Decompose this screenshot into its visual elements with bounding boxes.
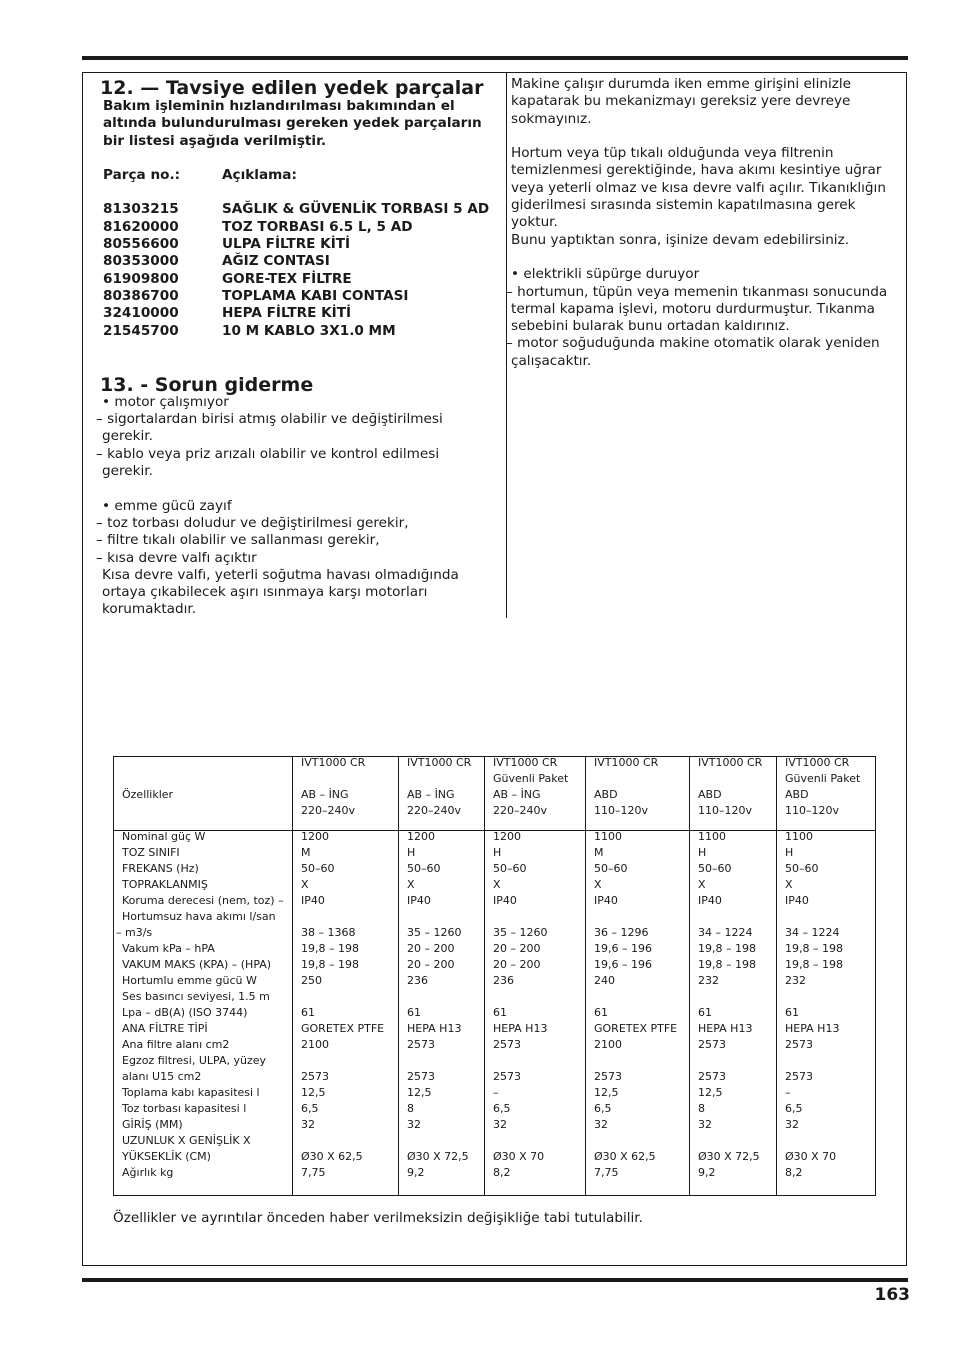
spec-label: Toz torbası kapasitesi l — [122, 1102, 247, 1115]
spec-value: M — [594, 846, 604, 859]
spec-value: X — [493, 878, 501, 891]
spec-value — [407, 1053, 469, 1069]
spec-column-values — [301, 829, 384, 1181]
spec-column-values — [698, 829, 760, 1181]
spec-label: YÜKSEKLİK (CM) — [122, 1150, 211, 1163]
header-line: IVT1000 CR — [698, 756, 763, 769]
spec-label: Nominal güç W — [122, 830, 206, 843]
spec-value: 20 – 200 — [407, 958, 455, 971]
spec-value: 32 — [594, 1118, 608, 1131]
spec-value: 35 – 1260 — [407, 926, 462, 939]
spec-value: Ø30 X 62,5 — [594, 1150, 656, 1163]
spec-value: 2573 — [493, 1070, 521, 1083]
spec-value: 20 – 200 — [407, 942, 455, 955]
spec-value: HEPA H13 — [407, 1022, 462, 1035]
spec-value — [698, 1133, 760, 1149]
spec-value — [785, 1053, 843, 1069]
spec-value: X — [698, 878, 706, 891]
header-line: AB – İNG — [301, 788, 349, 801]
parts-header — [103, 167, 500, 184]
spec-value: 250 — [301, 974, 322, 987]
spec-value: 61 — [785, 1006, 799, 1019]
header-line: 110–120v — [698, 804, 753, 817]
spec-value: 34 – 1224 — [698, 926, 753, 939]
header-line: 220–240v — [301, 804, 356, 817]
part-row — [103, 236, 500, 253]
header-line: 220–240v — [493, 804, 548, 817]
header-line — [407, 771, 471, 787]
text-line: • motor çalışmıyor — [102, 393, 229, 410]
text-line: temizlenmesi gerektiğinde, hava akımı kesintiye uğrar — [511, 162, 882, 179]
spec-value: 38 – 1368 — [301, 926, 356, 939]
spec-value: 35 – 1260 — [493, 926, 548, 939]
spec-value: 19,8 – 198 — [785, 958, 843, 971]
spec-value: 8,2 — [493, 1166, 511, 1179]
spec-value: 7,75 — [594, 1166, 619, 1179]
spec-value: – — [785, 1086, 791, 1099]
spec-value: 19,8 – 198 — [301, 958, 359, 971]
text-line: Makine çalışır durumda iken emme girişini elinizle — [511, 76, 852, 92]
spec-value — [698, 909, 760, 925]
part-no: 32410000 — [103, 305, 179, 322]
spec-value: HEPA H13 — [698, 1022, 753, 1035]
spec-label: ANA FİLTRE TİPİ — [122, 1022, 208, 1035]
header-line: AB – İNG — [407, 788, 455, 801]
column-divider — [292, 757, 293, 1195]
column-divider — [484, 757, 485, 1195]
spec-label: TOPRAKLANMIŞ — [122, 878, 208, 891]
part-desc: SAĞLIK & GÜVENLİK TORBASI 5 AD — [222, 201, 490, 218]
spec-value: X — [407, 878, 415, 891]
header-line: Güvenli Paket — [493, 772, 569, 785]
part-row — [103, 323, 500, 340]
part-desc: TOPLAMA KABI CONTASI — [222, 287, 409, 304]
spec-value: IP40 — [301, 894, 325, 907]
spec-column-values — [785, 829, 843, 1181]
spec-value — [698, 989, 760, 1005]
spec-column-header — [493, 755, 568, 819]
troubleshooting-text — [96, 394, 500, 619]
spec-value: 2573 — [785, 1070, 813, 1083]
spec-value — [301, 1053, 384, 1069]
spec-label: Hortumlu emme gücü W — [122, 974, 257, 987]
spec-value: Ø30 X 72,5 — [698, 1150, 760, 1163]
spec-value: 2573 — [785, 1038, 813, 1051]
spec-column-header — [301, 755, 365, 819]
left-column — [96, 76, 500, 619]
right-column — [506, 76, 903, 370]
spec-value — [493, 989, 547, 1005]
text-line: çalışacaktır. — [511, 352, 592, 369]
spec-value: 12,5 — [594, 1086, 619, 1099]
spec-column-header — [698, 755, 762, 819]
top-rule — [82, 56, 908, 60]
spec-value: 61 — [301, 1006, 315, 1019]
part-row — [103, 253, 500, 270]
spec-value: 240 — [594, 974, 615, 987]
spec-value: 2573 — [698, 1038, 726, 1051]
header-line: ABD — [698, 788, 722, 801]
spec-value — [493, 909, 547, 925]
spec-value: GORETEX PTFE — [594, 1022, 678, 1035]
spec-label: FREKANS (Hz) — [122, 862, 199, 875]
spec-value: IP40 — [785, 894, 809, 907]
spec-value: Ø30 X 72,5 — [407, 1150, 469, 1163]
text-line: • emme gücü zayıf — [102, 497, 232, 514]
spec-value: X — [594, 878, 602, 891]
spec-column-header — [594, 755, 658, 819]
spec-value: 50–60 — [785, 862, 819, 875]
spec-value: 6,5 — [594, 1102, 612, 1115]
spec-value: IP40 — [698, 894, 722, 907]
text-line: termal kapama işlevi, motoru durdurmuştur. Tıkanma — [511, 300, 876, 317]
spec-column-header — [407, 755, 471, 819]
part-no: 80556600 — [103, 236, 179, 253]
header-line: ABD — [785, 788, 809, 801]
spec-label: Lpa – dB(A) (ISO 3744) — [122, 1006, 248, 1019]
spec-value: 8 — [407, 1102, 414, 1115]
text-line: – sigortalardan birisi atmış olabilir ve değiştirilmesi — [96, 411, 443, 428]
spec-label: Vakum kPa – hPA — [122, 942, 215, 955]
spec-value: H — [698, 846, 707, 859]
spec-label: GİRİŞ (MM) — [122, 1118, 183, 1131]
part-row — [103, 219, 500, 236]
spec-value: 50–60 — [698, 862, 732, 875]
spec-value: IP40 — [493, 894, 517, 907]
spec-value — [594, 1133, 677, 1149]
spec-value: 2573 — [407, 1038, 435, 1051]
spec-value: 6,5 — [301, 1102, 319, 1115]
spec-value: – — [493, 1086, 499, 1099]
spec-label: Ses basıncı seviyesi, 1.5 m — [122, 990, 270, 1003]
part-no: 81303215 — [103, 201, 179, 218]
spec-value: IP40 — [594, 894, 618, 907]
text-line: sebebini bularak bunu ortadan kaldırınız. — [511, 318, 790, 335]
spec-column-values — [493, 829, 547, 1181]
spec-label: alanı U15 cm2 — [122, 1070, 202, 1083]
spec-value: 2573 — [594, 1070, 622, 1083]
spec-value: 34 – 1224 — [785, 926, 840, 939]
spec-value: 50–60 — [407, 862, 441, 875]
spec-value: 20 – 200 — [493, 942, 541, 955]
header-line: 220–240v — [407, 804, 462, 817]
spec-value — [301, 1133, 384, 1149]
spec-value: 7,75 — [301, 1166, 326, 1179]
spec-value — [407, 989, 469, 1005]
part-no: 81620000 — [103, 218, 179, 235]
parts-col-no: Parça no.: — [103, 166, 181, 183]
text-line: gerekir. — [102, 428, 153, 445]
spec-label: – m3/s — [116, 926, 153, 939]
part-desc: ULPA FİLTRE KİTİ — [222, 236, 351, 253]
section-13 — [96, 373, 500, 619]
spec-value: 232 — [698, 974, 719, 987]
spec-value: 1100 — [698, 830, 726, 843]
spec-value: 236 — [407, 974, 428, 987]
spec-value: 61 — [594, 1006, 608, 1019]
text-line: ortaya çıkabilecek aşırı ısınmaya karşı motorları — [102, 584, 428, 601]
spec-value: 50–60 — [493, 862, 527, 875]
spec-value: 32 — [493, 1118, 507, 1131]
header-line: IVT1000 CR — [407, 756, 472, 769]
spec-value: 19,6 – 196 — [594, 958, 652, 971]
spec-value — [594, 909, 677, 925]
spec-value: M — [301, 846, 311, 859]
part-desc: HEPA FİLTRE KİTİ — [222, 305, 352, 322]
spec-label: Toplama kabı kapasitesi l — [122, 1086, 260, 1099]
text-line: – kısa devre valfı açıktır — [96, 549, 257, 566]
part-no: 80353000 — [103, 253, 179, 270]
spec-value — [785, 1133, 843, 1149]
spec-label: Ana filtre alanı cm2 — [122, 1038, 230, 1051]
spec-value: 2573 — [301, 1070, 329, 1083]
spec-value: 2100 — [594, 1038, 622, 1051]
spec-value: 12,5 — [407, 1086, 432, 1099]
part-desc: TOZ TORBASI 6.5 L, 5 AD — [222, 218, 413, 235]
part-row — [103, 271, 500, 288]
header-line — [594, 771, 658, 787]
spec-value: 1100 — [785, 830, 813, 843]
spec-value: 19,6 – 196 — [594, 942, 652, 955]
column-divider — [585, 757, 586, 1195]
spec-value: IP40 — [407, 894, 431, 907]
spec-value: 50–60 — [301, 862, 335, 875]
parts-col-desc: Açıklama: — [222, 166, 297, 183]
text-line: – hortumun, tüpün veya memenin tıkanması sonucunda — [506, 283, 888, 300]
header-line: IVT1000 CR — [493, 756, 558, 769]
spec-value: HEPA H13 — [493, 1022, 548, 1035]
part-no: 21545700 — [103, 322, 179, 339]
spec-label: Egzoz filtresi, ULPA, yüzey — [122, 1054, 266, 1067]
spec-value: 50–60 — [594, 862, 628, 875]
column-divider — [689, 757, 690, 1195]
part-no: 61909800 — [103, 270, 179, 287]
spec-label: Hortumsuz hava akımı l/san — [122, 910, 276, 923]
header-line: IVT1000 CR — [594, 756, 659, 769]
column-divider — [398, 757, 399, 1195]
spec-value — [407, 1133, 469, 1149]
spec-value — [594, 989, 677, 1005]
spec-label: TOZ SINIFI — [122, 846, 180, 859]
spec-label: Ağırlık kg — [122, 1166, 174, 1179]
footnote: Özellikler ve ayrıntılar önceden haber verilmeksizin değişikliğe tabi tutulabilir. — [113, 1210, 643, 1226]
header-line — [301, 771, 365, 787]
column-divider — [776, 757, 777, 1195]
spec-value: H — [407, 846, 416, 859]
header-line: Güvenli Paket — [785, 772, 861, 785]
spec-value: 19,8 – 198 — [785, 942, 843, 955]
part-row — [103, 201, 500, 218]
spec-value: H — [493, 846, 502, 859]
spec-value: 32 — [698, 1118, 712, 1131]
spec-value: 8 — [698, 1102, 705, 1115]
text-line: Kısa devre valfı, yeterli soğutma havası olmadığında — [102, 566, 459, 583]
header-line: IVT1000 CR — [301, 756, 366, 769]
spec-value: 19,8 – 198 — [698, 942, 756, 955]
spec-value: 236 — [493, 974, 514, 987]
spec-value: 61 — [407, 1006, 421, 1019]
header-line: AB – İNG — [493, 788, 541, 801]
text-line: korumaktadır. — [102, 601, 197, 618]
text-line: kapatarak bu mekanizmayı gereksiz yere devreye — [511, 93, 851, 110]
text-line: – motor soğuduğunda makine otomatik olarak yeniden — [506, 335, 880, 352]
spec-value: 2100 — [301, 1038, 329, 1051]
spec-value: 9,2 — [407, 1166, 425, 1179]
spec-value — [493, 1053, 547, 1069]
spec-value: 9,2 — [698, 1166, 716, 1179]
part-row — [103, 305, 500, 322]
spec-labels — [116, 829, 284, 1181]
spec-value — [785, 909, 843, 925]
part-desc: GORE-TEX FİLTRE — [222, 270, 352, 287]
section-12 — [96, 76, 500, 340]
spec-value: 32 — [785, 1118, 799, 1131]
spec-value: 2573 — [407, 1070, 435, 1083]
section-12-title: 12. — Tavsiye edilen yedek parçalar — [100, 77, 484, 99]
spec-value: 1100 — [594, 830, 622, 843]
spec-label: Koruma derecesi (nem, toz) – — [122, 894, 284, 907]
header-line: 110–120v — [594, 804, 649, 817]
part-row — [103, 288, 500, 305]
spec-value: Ø30 X 62,5 — [301, 1150, 363, 1163]
spec-value — [698, 1053, 760, 1069]
spec-value: Ø30 X 70 — [785, 1150, 837, 1163]
section-13-title: 13. - Sorun giderme — [100, 373, 314, 396]
spec-value: 19,8 – 198 — [698, 958, 756, 971]
spec-value — [407, 909, 469, 925]
spec-value — [785, 989, 843, 1005]
spec-value: 20 – 200 — [493, 958, 541, 971]
spec-value: 2573 — [493, 1038, 521, 1051]
spec-column-header — [785, 755, 860, 819]
spec-value: H — [785, 846, 794, 859]
text-line: gerekir. — [102, 463, 153, 480]
text-line: Bunu yaptıktan sonra, işinize devam edebilirsiniz. — [511, 231, 850, 248]
part-desc: AĞIZ CONTASI — [222, 253, 330, 270]
spec-value: 36 – 1296 — [594, 926, 649, 939]
spec-value: 1200 — [407, 830, 435, 843]
text-line: sokmayınız. — [511, 110, 592, 127]
text-line: – toz torbası doludur ve değiştirilmesi gerekir, — [96, 514, 409, 531]
spec-column-values — [407, 829, 469, 1181]
part-desc: 10 M KABLO 3X1.0 MM — [222, 322, 396, 339]
text-line: – kablo veya priz arızalı olabilir ve kontrol edilmesi — [96, 445, 440, 462]
spec-value: 2573 — [698, 1070, 726, 1083]
spec-value: GORETEX PTFE — [301, 1022, 385, 1035]
text-line: veya yeterli olmaz ve kısa devre valfı açılır. Tıkanıklığın — [511, 179, 886, 196]
spec-value: 61 — [698, 1006, 712, 1019]
specifications-table — [113, 756, 876, 1196]
part-no: 80386700 — [103, 287, 179, 304]
spec-value: 1200 — [493, 830, 521, 843]
spec-value: 1200 — [301, 830, 329, 843]
spec-value: HEPA H13 — [785, 1022, 840, 1035]
spec-value: 19,8 – 198 — [301, 942, 359, 955]
text-line: giderilmesi sırasında sistemin kapatılmasına gerek — [511, 197, 856, 214]
spec-value — [594, 1053, 677, 1069]
header-line: 110–120v — [785, 804, 840, 817]
spec-value: X — [301, 878, 309, 891]
spec-value: 8,2 — [785, 1166, 803, 1179]
page-number: 163 — [874, 1285, 910, 1305]
spec-value: 6,5 — [493, 1102, 511, 1115]
spec-label: VAKUM MAKS (KPA) – (HPA) — [122, 958, 272, 971]
spec-value: 12,5 — [301, 1086, 326, 1099]
spec-value: X — [785, 878, 793, 891]
spec-header-label: Özellikler — [122, 788, 174, 801]
spec-column-values — [594, 829, 677, 1181]
text-line: yoktur. — [511, 214, 558, 231]
bottom-rule — [82, 1278, 908, 1282]
spec-value — [493, 1133, 547, 1149]
spec-value: 232 — [785, 974, 806, 987]
header-line: IVT1000 CR — [785, 756, 850, 769]
section-12-intro: Bakım işleminin hızlandırılması bakımından el altında bulundurulması gereken yedek parçaların bir listesi aşağıda verilmiştir. — [103, 98, 482, 149]
spec-value: 61 — [493, 1006, 507, 1019]
spec-value: 32 — [301, 1118, 315, 1131]
parts-list — [103, 167, 500, 340]
spec-value: 32 — [407, 1118, 421, 1131]
spec-value: Ø30 X 70 — [493, 1150, 545, 1163]
text-line: • elektrikli süpürge duruyor — [511, 266, 700, 283]
spec-label: UZUNLUK X GENİŞLİK X — [122, 1134, 251, 1147]
spec-value — [301, 909, 384, 925]
spec-value: 6,5 — [785, 1102, 803, 1115]
text-line: Hortum veya tüp tıkalı olduğunda veya filtrenin — [511, 145, 834, 162]
text-line: – filtre tıkalı olabilir ve sallanması gerekir, — [96, 532, 380, 549]
spec-value — [301, 989, 384, 1005]
header-line: ABD — [594, 788, 618, 801]
spec-value: 12,5 — [698, 1086, 723, 1099]
header-line — [698, 771, 762, 787]
